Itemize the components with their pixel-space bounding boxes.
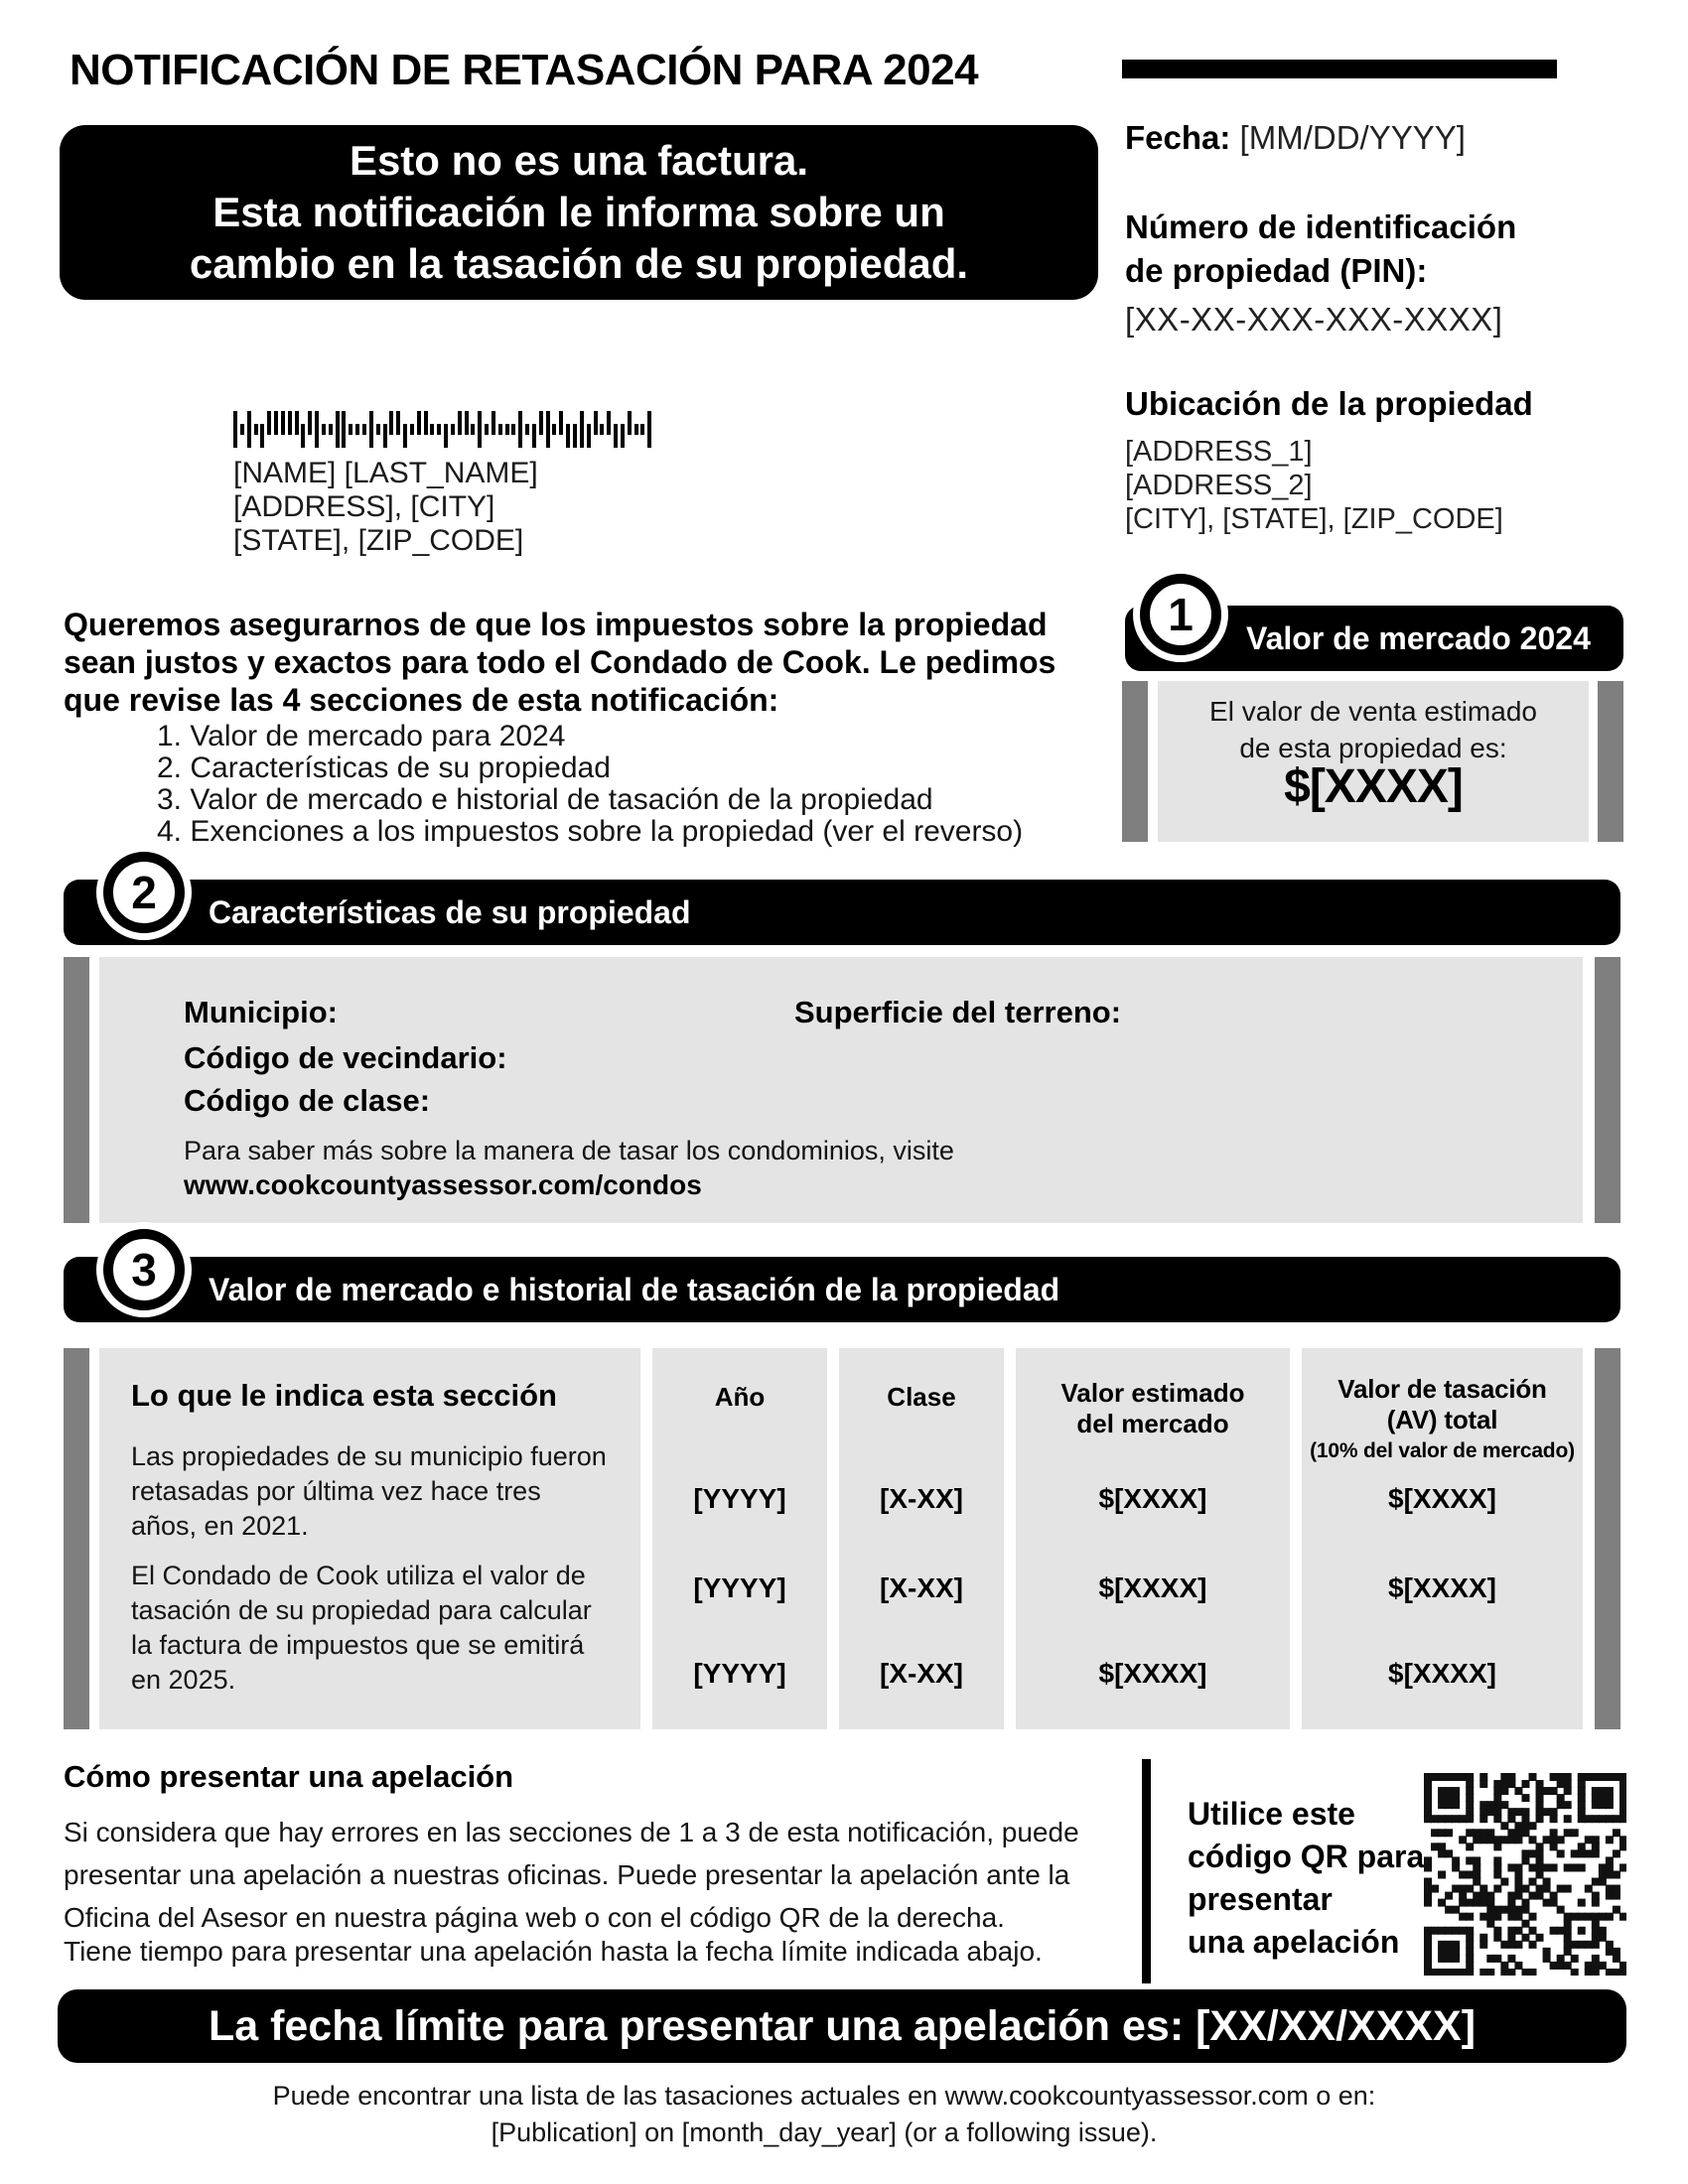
column-header-assessed-value: Valor de tasación (AV) total (10% del valor de mercado)	[1310, 1374, 1575, 1462]
land-area-label: Superficie del terreno:	[794, 995, 1122, 1029]
top-right-rule	[1122, 60, 1557, 78]
table-cell: [YYYY]	[693, 1572, 786, 1603]
table-cell: [YYYY]	[693, 1483, 786, 1514]
list-item: 3. Valor de mercado e historial de tasación de la propiedad	[157, 783, 933, 816]
pin-value: [XX-XX-XXX-XXX-XXXX]	[1125, 301, 1503, 338]
table-cell: [X-XX]	[880, 1658, 963, 1689]
neighborhood-code-label: Código de vecindario:	[184, 1040, 507, 1075]
table-column-market-value	[1016, 1348, 1290, 1729]
qr-code	[1424, 1773, 1626, 1976]
condo-note: Para saber más sobre la manera de tasar los condominios, visite	[184, 1136, 954, 1165]
section-2-title: Características de su propiedad	[209, 893, 691, 930]
table-info-column	[99, 1348, 640, 1729]
mailing-address-block	[233, 411, 654, 558]
class-code-label: Código de clase:	[184, 1083, 431, 1118]
section-3-number: 3	[131, 1244, 157, 1296]
section-2-left-rule	[64, 957, 89, 1223]
table-column-year	[652, 1348, 827, 1729]
section-3-title: Valor de mercado e historial de tasación de la propiedad	[209, 1271, 1060, 1307]
section-1-left-rule	[1122, 681, 1148, 842]
table-cell: [X-XX]	[880, 1572, 963, 1603]
section-1-badge	[1140, 574, 1221, 655]
section-3-header	[64, 1257, 1620, 1322]
table-cell: $[XXXX]	[1098, 1483, 1207, 1514]
qr-instruction: Utilice este código QR para presentar una apelación	[1188, 1796, 1425, 1960]
pin-field	[1125, 205, 1516, 339]
table-info-title: Lo que le indica esta sección	[131, 1378, 557, 1413]
table-cell: [YYYY]	[693, 1658, 786, 1689]
pin-label: de propiedad (PIN):	[1125, 252, 1428, 289]
municipality-label: Municipio:	[184, 995, 338, 1029]
column-header-market-value: Valor estimado del mercado	[1060, 1378, 1245, 1438]
notice-line: Esto no es una factura.	[349, 137, 809, 184]
column-header-class: Clase	[887, 1382, 956, 1412]
table-cell: $[XXXX]	[1388, 1572, 1496, 1603]
date-field	[1125, 119, 1466, 157]
intelligent-mail-barcode	[233, 411, 654, 448]
not-a-bill-notice	[60, 125, 1098, 300]
location-address-line: [CITY], [STATE], [ZIP_CODE]	[1125, 503, 1503, 535]
recipient-name: [NAME] [LAST_NAME]	[233, 457, 538, 489]
table-cell: $[XXXX]	[1388, 1483, 1496, 1514]
list-item: 4. Exenciones a los impuestos sobre la propiedad (ver el reverso)	[157, 815, 1024, 848]
table-column-class	[839, 1348, 1004, 1729]
table-column-assessed-value	[1302, 1348, 1583, 1729]
notice-sections-list	[157, 721, 1023, 848]
page-title: NOTIFICACIÓN DE RETASACIÓN PARA 2024	[70, 46, 979, 94]
location-address-line: [ADDRESS_1]	[1125, 436, 1313, 468]
date-label: Fecha:	[1125, 119, 1231, 156]
section-2-badge	[103, 852, 185, 933]
location-label: Ubicación de la propiedad	[1125, 385, 1533, 422]
section-1-right-rule	[1598, 681, 1623, 842]
appeal-paragraph: Si considera que hay errores en las secciones de 1 a 3 de esta notificación, puede presentar una apelación a nuestras oficinas. Puede presentar la apelación ante la Oficina del Asesor en nuestra página web o con el código QR de la derecha.	[64, 1817, 1079, 1933]
notice-line: Esta notificación le informa sobre un	[212, 189, 945, 235]
table-cell: $[XXXX]	[1098, 1572, 1207, 1603]
table-info-paragraph: El Condado de Cook utiliza el valor de tasación de su propiedad para calcular la factura de impuestos que se emitirá en 2025.	[131, 1561, 592, 1695]
pin-label: Número de identificación	[1125, 208, 1517, 245]
estimated-market-value: $[XXXX]	[1284, 760, 1463, 813]
table-info-paragraph: Las propiedades de su municipio fueron retasadas por última vez hace tres años, en 2021.	[131, 1441, 607, 1541]
footer-line: Puede encontrar una lista de las tasaciones actuales en www.cookcountyassessor.com o en:	[272, 2081, 1376, 2111]
appeal-paragraph: Tiene tiempo para presentar una apelación hasta la fecha límite indicada abajo.	[64, 1936, 1043, 1967]
column-header-year: Año	[714, 1382, 766, 1412]
table-cell: $[XXXX]	[1098, 1658, 1207, 1689]
appeal-divider	[1142, 1759, 1151, 1983]
property-location-block	[1125, 385, 1533, 536]
section-3-right-rule	[1595, 1348, 1620, 1729]
date-value: [MM/DD/YYYY]	[1239, 119, 1466, 156]
market-value-text: de esta propiedad es:	[1239, 733, 1507, 763]
location-address-line: [ADDRESS_2]	[1125, 470, 1313, 501]
list-item: 2. Características de su propiedad	[157, 751, 611, 784]
notice-line: cambio en la tasación de su propiedad.	[189, 240, 969, 287]
recipient-city-zip: [STATE], [ZIP_CODE]	[233, 524, 524, 557]
section-1-title: Valor de mercado 2024	[1246, 619, 1591, 656]
appeal-deadline-text: La fecha límite para presentar una apelación es: [XX/XX/XXXX]	[208, 2001, 1477, 2050]
condo-url: www.cookcountyassessor.com/condos	[184, 1169, 702, 1200]
section-2-header	[64, 880, 1620, 945]
market-value-box	[1158, 681, 1589, 842]
section-2-number: 2	[131, 867, 157, 918]
section-1-number: 1	[1168, 589, 1194, 640]
market-value-text: El valor de venta estimado	[1209, 696, 1537, 727]
section-3-left-rule	[64, 1348, 89, 1729]
footer-line: [Publication] on [month_day_year] (or a following issue).	[491, 2117, 1158, 2147]
table-cell: [X-XX]	[880, 1483, 963, 1514]
recipient-address: [ADDRESS], [CITY]	[233, 490, 495, 523]
section-3-badge	[103, 1229, 185, 1310]
intro-text: Queremos asegurarnos de que los impuestos sobre la propiedad sean justos y exactos para todo el Condado de Cook. Le pedimos que revise las 4 secciones de esta notificación:	[64, 607, 1056, 718]
appeal-deadline-banner	[58, 1989, 1626, 2063]
section-2-right-rule	[1595, 957, 1620, 1223]
table-cell: $[XXXX]	[1388, 1658, 1496, 1689]
appeal-heading: Cómo presentar una apelación	[64, 1759, 514, 1794]
property-characteristics-box	[99, 957, 1583, 1223]
list-item: 1. Valor de mercado para 2024	[157, 720, 566, 752]
